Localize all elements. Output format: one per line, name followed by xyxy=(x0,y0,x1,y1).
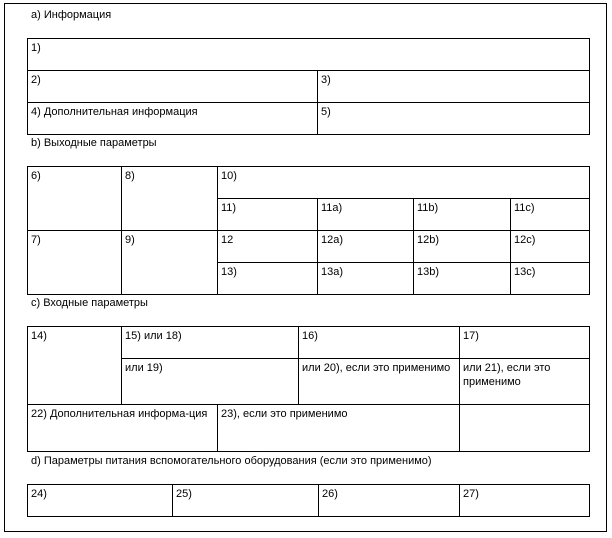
section-c-table xyxy=(27,326,590,452)
field-12c[interactable]: 12с) xyxy=(511,231,590,263)
field-24[interactable]: 24) xyxy=(28,485,173,517)
field-26[interactable]: 26) xyxy=(319,485,460,517)
field-10[interactable]: 10) xyxy=(218,167,590,199)
field-13c[interactable]: 13с) xyxy=(511,263,590,295)
field-13a[interactable]: 13а) xyxy=(318,263,414,295)
section-a-title: а) Информация xyxy=(31,9,112,21)
section-b-title: b) Выходные параметры xyxy=(31,137,157,149)
section-d-title: d) Параметры питания вспомогательного оборудования (если это применимо) xyxy=(31,455,432,467)
field-1[interactable]: 1) xyxy=(28,39,590,71)
field-19[interactable]: или 19) xyxy=(122,359,299,405)
field-11c[interactable]: 11с) xyxy=(511,199,590,231)
section-d-table xyxy=(27,484,590,517)
field-12a[interactable]: 12а) xyxy=(318,231,414,263)
field-21[interactable]: или 21), если это применимо xyxy=(460,359,590,405)
field-11a[interactable]: 11а) xyxy=(318,199,414,231)
field-25[interactable]: 25) xyxy=(173,485,319,517)
field-5[interactable]: 5) xyxy=(318,103,590,135)
field-6[interactable]: 6) xyxy=(28,167,122,231)
field-13b[interactable]: 13b) xyxy=(414,263,511,295)
field-14[interactable]: 14) xyxy=(28,327,122,405)
section-a-table xyxy=(27,38,590,135)
field-11[interactable]: 11) xyxy=(218,199,318,231)
section-c-title: с) Входные параметры xyxy=(31,297,148,309)
field-15-or-18[interactable]: 15) или 18) xyxy=(122,327,299,359)
field-20[interactable]: или 20), если это применимо xyxy=(299,359,460,405)
field-12b[interactable]: 12b) xyxy=(414,231,511,263)
field-12[interactable]: 12 xyxy=(218,231,318,263)
section-b-table xyxy=(27,166,590,295)
field-16[interactable]: 16) xyxy=(299,327,460,359)
field-2[interactable]: 2) xyxy=(28,71,318,103)
field-22-additional-info[interactable]: 22) Дополнительная информа-ция xyxy=(28,405,218,452)
field-8[interactable]: 8) xyxy=(122,167,218,231)
field-27[interactable]: 27) xyxy=(460,485,590,517)
field-17[interactable]: 17) xyxy=(460,327,590,359)
field-13[interactable]: 13) xyxy=(218,263,318,295)
field-9[interactable]: 9) xyxy=(122,231,218,295)
field-3[interactable]: 3) xyxy=(318,71,590,103)
field-7[interactable]: 7) xyxy=(28,231,122,295)
field-blank[interactable] xyxy=(460,405,590,452)
field-4-additional-info[interactable]: 4) Дополнительная информация xyxy=(28,103,318,135)
field-23[interactable]: 23), если это применимо xyxy=(218,405,460,452)
field-11b[interactable]: 11b) xyxy=(414,199,511,231)
